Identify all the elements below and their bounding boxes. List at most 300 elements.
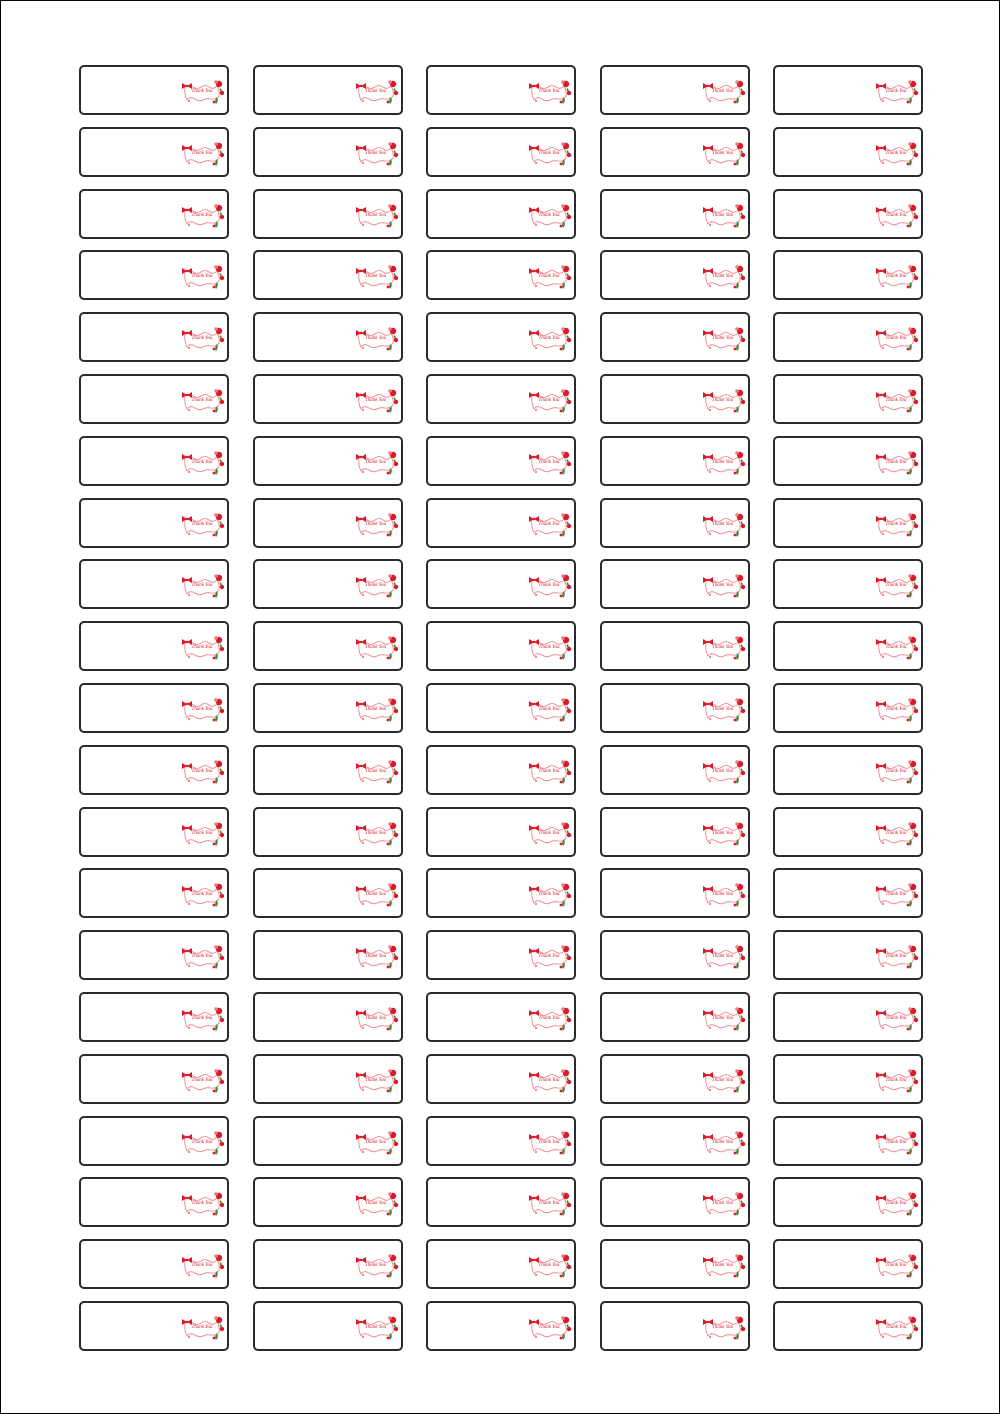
thank-you-text: Thank You	[191, 1324, 213, 1330]
label[interactable]	[426, 992, 576, 1042]
thank-you-text: Thank You	[885, 954, 907, 960]
thank-you-flower-icon	[875, 635, 919, 663]
label[interactable]	[773, 374, 923, 424]
thank-you-text: Thank You	[191, 1201, 213, 1207]
label[interactable]	[253, 868, 403, 918]
thank-you-flower-icon	[181, 326, 225, 354]
thank-you-flower-icon	[702, 512, 746, 540]
thank-you-flower-icon	[875, 450, 919, 478]
label[interactable]	[426, 1301, 576, 1351]
thank-you-flower-icon	[528, 573, 572, 601]
thank-you-text: Thank You	[364, 397, 387, 403]
thank-you-flower-icon	[702, 821, 746, 849]
label[interactable]	[426, 807, 576, 857]
thank-you-flower-icon	[875, 326, 919, 354]
thank-you-text: Thank You	[538, 1201, 560, 1207]
thank-you-flower-icon	[875, 388, 919, 416]
thank-you-flower-icon	[528, 1253, 572, 1281]
label[interactable]	[600, 312, 750, 362]
label[interactable]	[79, 683, 229, 733]
label[interactable]	[773, 745, 923, 795]
thank-you-flower-icon	[702, 635, 746, 663]
label[interactable]	[426, 683, 576, 733]
thank-you-flower-icon	[875, 203, 919, 231]
thank-you-flower-icon	[355, 759, 399, 787]
thank-you-flower-icon	[875, 944, 919, 972]
thank-you-flower-icon	[875, 1068, 919, 1096]
thank-you-flower-icon	[702, 388, 746, 416]
label[interactable]	[600, 1177, 750, 1227]
thank-you-flower-icon	[875, 821, 919, 849]
label[interactable]	[253, 498, 403, 548]
thank-you-flower-icon	[355, 1130, 399, 1158]
label[interactable]	[426, 312, 576, 362]
label[interactable]	[600, 374, 750, 424]
label[interactable]	[773, 312, 923, 362]
thank-you-text: Thank You	[538, 892, 560, 898]
label[interactable]	[600, 1239, 750, 1289]
thank-you-flower-icon	[355, 635, 399, 663]
thank-you-flower-icon	[181, 635, 225, 663]
thank-you-flower-icon	[702, 944, 746, 972]
label[interactable]	[253, 65, 403, 115]
thank-you-text: Thank You	[885, 521, 907, 527]
label[interactable]	[253, 436, 403, 486]
label[interactable]	[773, 127, 923, 177]
thank-you-text: Thank You	[364, 336, 387, 342]
thank-you-flower-icon	[875, 264, 919, 292]
label[interactable]	[600, 868, 750, 918]
thank-you-text: Thank You	[191, 1263, 213, 1269]
label[interactable]	[426, 745, 576, 795]
thank-you-flower-icon	[528, 1191, 572, 1219]
thank-you-text: Thank You	[885, 89, 907, 94]
thank-you-text: Thank You	[538, 521, 560, 527]
thank-you-flower-icon	[181, 1315, 225, 1343]
thank-you-flower-icon	[702, 1315, 746, 1343]
label[interactable]	[773, 1177, 923, 1227]
label[interactable]	[600, 930, 750, 980]
thank-you-flower-icon	[355, 450, 399, 478]
thank-you-text: Thank You	[364, 459, 387, 465]
thank-you-text: Thank You	[364, 645, 387, 651]
label[interactable]	[79, 1301, 229, 1351]
thank-you-text: Thank You	[711, 1139, 734, 1145]
thank-you-text: Thank You	[711, 89, 734, 94]
thank-you-flower-icon	[181, 450, 225, 478]
thank-you-text: Thank You	[364, 1077, 387, 1083]
label[interactable]	[426, 1054, 576, 1104]
thank-you-text: Thank You	[538, 706, 560, 712]
thank-you-text: Thank You	[538, 150, 560, 156]
label[interactable]	[79, 1054, 229, 1104]
label[interactable]	[253, 374, 403, 424]
label[interactable]	[600, 559, 750, 609]
thank-you-flower-icon	[702, 1068, 746, 1096]
thank-you-flower-icon	[875, 1191, 919, 1219]
thank-you-text: Thank You	[191, 1139, 213, 1145]
label[interactable]	[253, 127, 403, 177]
thank-you-text: Thank You	[885, 1015, 907, 1021]
label[interactable]	[253, 807, 403, 857]
thank-you-text: Thank You	[885, 706, 907, 712]
label[interactable]	[426, 436, 576, 486]
label[interactable]	[426, 498, 576, 548]
label[interactable]	[600, 65, 750, 115]
label[interactable]	[79, 1177, 229, 1227]
label[interactable]	[253, 1177, 403, 1227]
label[interactable]	[600, 498, 750, 548]
label[interactable]	[773, 683, 923, 733]
label[interactable]	[773, 992, 923, 1042]
thank-you-flower-icon	[355, 1006, 399, 1034]
thank-you-text: Thank You	[538, 645, 560, 651]
label[interactable]	[600, 1116, 750, 1166]
label[interactable]	[426, 65, 576, 115]
thank-you-text: Thank You	[885, 459, 907, 465]
thank-you-text: Thank You	[885, 830, 907, 836]
thank-you-text: Thank You	[885, 645, 907, 651]
label[interactable]	[253, 559, 403, 609]
thank-you-flower-icon	[528, 697, 572, 725]
thank-you-text: Thank You	[364, 212, 387, 218]
thank-you-text: Thank You	[191, 274, 213, 280]
thank-you-text: Thank You	[538, 830, 560, 836]
label[interactable]	[79, 436, 229, 486]
thank-you-flower-icon	[875, 1253, 919, 1281]
thank-you-text: Thank You	[711, 150, 734, 156]
thank-you-text: Thank You	[885, 397, 907, 403]
thank-you-flower-icon	[702, 1006, 746, 1034]
thank-you-text: Thank You	[191, 212, 213, 218]
thank-you-flower-icon	[181, 944, 225, 972]
thank-you-flower-icon	[875, 1130, 919, 1158]
thank-you-text: Thank You	[538, 1324, 560, 1330]
thank-you-text: Thank You	[711, 459, 734, 465]
label[interactable]	[79, 498, 229, 548]
label[interactable]	[253, 1054, 403, 1104]
thank-you-flower-icon	[181, 1130, 225, 1158]
thank-you-text: Thank You	[538, 397, 560, 403]
thank-you-text: Thank You	[538, 1077, 560, 1083]
thank-you-flower-icon	[528, 141, 572, 169]
label[interactable]	[426, 250, 576, 300]
thank-you-text: Thank You	[191, 459, 213, 465]
label[interactable]	[600, 745, 750, 795]
label[interactable]	[79, 930, 229, 980]
label[interactable]	[773, 807, 923, 857]
thank-you-text: Thank You	[711, 706, 734, 712]
thank-you-flower-icon	[528, 944, 572, 972]
label[interactable]	[79, 250, 229, 300]
thank-you-text: Thank You	[885, 1201, 907, 1207]
label[interactable]	[253, 930, 403, 980]
thank-you-flower-icon	[355, 512, 399, 540]
thank-you-flower-icon	[528, 326, 572, 354]
thank-you-text: Thank You	[711, 768, 734, 774]
thank-you-text: Thank You	[885, 212, 907, 218]
thank-you-text: Thank You	[885, 1139, 907, 1145]
thank-you-flower-icon	[875, 1315, 919, 1343]
thank-you-flower-icon	[528, 79, 572, 107]
thank-you-text: Thank You	[364, 768, 387, 774]
thank-you-flower-icon	[702, 697, 746, 725]
thank-you-flower-icon	[875, 697, 919, 725]
thank-you-text: Thank You	[364, 1263, 387, 1269]
thank-you-text: Thank You	[711, 397, 734, 403]
label[interactable]	[773, 498, 923, 548]
label[interactable]	[426, 559, 576, 609]
thank-you-text: Thank You	[364, 150, 387, 156]
thank-you-flower-icon	[181, 79, 225, 107]
label[interactable]	[773, 1054, 923, 1104]
thank-you-text: Thank You	[191, 830, 213, 836]
label[interactable]	[79, 127, 229, 177]
thank-you-flower-icon	[355, 1191, 399, 1219]
thank-you-flower-icon	[702, 203, 746, 231]
thank-you-text: Thank You	[364, 89, 387, 94]
thank-you-flower-icon	[528, 388, 572, 416]
thank-you-text: Thank You	[711, 1324, 734, 1330]
thank-you-text: Thank You	[191, 1015, 213, 1021]
thank-you-flower-icon	[355, 1253, 399, 1281]
thank-you-text: Thank You	[191, 706, 213, 712]
thank-you-flower-icon	[702, 1130, 746, 1158]
label[interactable]	[600, 683, 750, 733]
thank-you-flower-icon	[702, 450, 746, 478]
label[interactable]	[773, 559, 923, 609]
thank-you-flower-icon	[875, 141, 919, 169]
thank-you-text: Thank You	[885, 1077, 907, 1083]
thank-you-flower-icon	[528, 1315, 572, 1343]
label[interactable]	[79, 868, 229, 918]
label[interactable]	[600, 127, 750, 177]
label[interactable]	[773, 1239, 923, 1289]
thank-you-text: Thank You	[538, 336, 560, 342]
label[interactable]	[253, 189, 403, 239]
thank-you-text: Thank You	[711, 212, 734, 218]
thank-you-text: Thank You	[885, 1324, 907, 1330]
thank-you-text: Thank You	[711, 1201, 734, 1207]
label[interactable]	[600, 621, 750, 671]
label[interactable]	[79, 559, 229, 609]
label[interactable]	[79, 312, 229, 362]
label[interactable]	[253, 1116, 403, 1166]
thank-you-flower-icon	[181, 573, 225, 601]
thank-you-text: Thank You	[191, 150, 213, 156]
label[interactable]	[253, 992, 403, 1042]
label[interactable]	[773, 189, 923, 239]
thank-you-text: Thank You	[711, 645, 734, 651]
label[interactable]	[426, 868, 576, 918]
label[interactable]	[600, 992, 750, 1042]
thank-you-flower-icon	[528, 882, 572, 910]
thank-you-text: Thank You	[538, 1139, 560, 1145]
label[interactable]	[600, 1054, 750, 1104]
thank-you-flower-icon	[181, 512, 225, 540]
thank-you-flower-icon	[181, 141, 225, 169]
thank-you-text: Thank You	[885, 1263, 907, 1269]
thank-you-text: Thank You	[191, 397, 213, 403]
label[interactable]	[79, 189, 229, 239]
thank-you-text: Thank You	[538, 1015, 560, 1021]
thank-you-text: Thank You	[364, 1015, 387, 1021]
thank-you-text: Thank You	[711, 1263, 734, 1269]
label[interactable]	[253, 621, 403, 671]
label[interactable]	[426, 930, 576, 980]
thank-you-flower-icon	[875, 882, 919, 910]
label[interactable]	[253, 683, 403, 733]
thank-you-flower-icon	[528, 759, 572, 787]
label[interactable]	[426, 1116, 576, 1166]
thank-you-flower-icon	[528, 203, 572, 231]
thank-you-flower-icon	[355, 1315, 399, 1343]
thank-you-text: Thank You	[364, 1324, 387, 1330]
label[interactable]	[253, 250, 403, 300]
label[interactable]	[79, 992, 229, 1042]
thank-you-flower-icon	[181, 1191, 225, 1219]
thank-you-text: Thank You	[364, 954, 387, 960]
label[interactable]	[79, 621, 229, 671]
thank-you-text: Thank You	[364, 830, 387, 836]
thank-you-text: Thank You	[538, 89, 560, 94]
label[interactable]	[773, 930, 923, 980]
label[interactable]	[773, 1301, 923, 1351]
thank-you-flower-icon	[528, 635, 572, 663]
thank-you-flower-icon	[181, 203, 225, 231]
thank-you-flower-icon	[702, 573, 746, 601]
thank-you-text: Thank You	[191, 89, 213, 94]
label-grid	[79, 65, 923, 1351]
thank-you-text: Thank You	[711, 336, 734, 342]
label[interactable]	[773, 1116, 923, 1166]
label[interactable]	[600, 436, 750, 486]
thank-you-flower-icon	[355, 326, 399, 354]
thank-you-text: Thank You	[711, 892, 734, 898]
thank-you-text: Thank You	[191, 768, 213, 774]
thank-you-text: Thank You	[885, 336, 907, 342]
thank-you-flower-icon	[355, 203, 399, 231]
thank-you-flower-icon	[702, 326, 746, 354]
thank-you-flower-icon	[355, 882, 399, 910]
label[interactable]	[773, 436, 923, 486]
thank-you-text: Thank You	[191, 583, 213, 589]
thank-you-flower-icon	[875, 573, 919, 601]
label[interactable]	[79, 1116, 229, 1166]
thank-you-flower-icon	[355, 573, 399, 601]
thank-you-text: Thank You	[191, 521, 213, 527]
label[interactable]	[600, 1301, 750, 1351]
label[interactable]	[600, 250, 750, 300]
thank-you-text: Thank You	[364, 583, 387, 589]
label[interactable]	[79, 65, 229, 115]
thank-you-text: Thank You	[711, 830, 734, 836]
thank-you-flower-icon	[355, 697, 399, 725]
thank-you-text: Thank You	[364, 706, 387, 712]
thank-you-text: Thank You	[538, 954, 560, 960]
thank-you-text: Thank You	[711, 1015, 734, 1021]
label[interactable]	[79, 807, 229, 857]
label[interactable]	[426, 127, 576, 177]
thank-you-flower-icon	[875, 1006, 919, 1034]
thank-you-flower-icon	[181, 388, 225, 416]
label[interactable]	[426, 1177, 576, 1227]
thank-you-flower-icon	[702, 882, 746, 910]
thank-you-flower-icon	[181, 264, 225, 292]
label[interactable]	[600, 807, 750, 857]
thank-you-text: Thank You	[538, 583, 560, 589]
thank-you-text: Thank You	[364, 521, 387, 527]
thank-you-flower-icon	[355, 944, 399, 972]
thank-you-text: Thank You	[711, 583, 734, 589]
label[interactable]	[773, 868, 923, 918]
thank-you-flower-icon	[702, 1191, 746, 1219]
thank-you-text: Thank You	[538, 1263, 560, 1269]
label[interactable]	[426, 1239, 576, 1289]
label[interactable]	[600, 189, 750, 239]
thank-you-flower-icon	[528, 821, 572, 849]
label[interactable]	[79, 1239, 229, 1289]
thank-you-flower-icon	[528, 1006, 572, 1034]
label[interactable]	[253, 1239, 403, 1289]
label[interactable]	[79, 745, 229, 795]
thank-you-flower-icon	[355, 1068, 399, 1096]
thank-you-text: Thank You	[191, 1077, 213, 1083]
thank-you-flower-icon	[528, 1068, 572, 1096]
thank-you-flower-icon	[355, 79, 399, 107]
thank-you-flower-icon	[702, 79, 746, 107]
thank-you-text: Thank You	[885, 274, 907, 280]
label[interactable]	[773, 65, 923, 115]
thank-you-text: Thank You	[364, 892, 387, 898]
thank-you-text: Thank You	[191, 892, 213, 898]
thank-you-text: Thank You	[364, 274, 387, 280]
thank-you-text: Thank You	[711, 954, 734, 960]
label[interactable]	[253, 312, 403, 362]
thank-you-flower-icon	[181, 1068, 225, 1096]
thank-you-text: Thank You	[885, 768, 907, 774]
thank-you-text: Thank You	[711, 1077, 734, 1083]
thank-you-flower-icon	[528, 1130, 572, 1158]
thank-you-flower-icon	[355, 264, 399, 292]
thank-you-flower-icon	[355, 821, 399, 849]
thank-you-flower-icon	[702, 141, 746, 169]
thank-you-text: Thank You	[364, 1139, 387, 1145]
thank-you-text: Thank You	[538, 459, 560, 465]
thank-you-text: Thank You	[538, 212, 560, 218]
thank-you-flower-icon	[181, 1253, 225, 1281]
thank-you-flower-icon	[181, 697, 225, 725]
label[interactable]	[426, 374, 576, 424]
label[interactable]	[253, 745, 403, 795]
label[interactable]	[426, 621, 576, 671]
thank-you-flower-icon	[181, 821, 225, 849]
thank-you-flower-icon	[702, 1253, 746, 1281]
label[interactable]	[426, 189, 576, 239]
thank-you-flower-icon	[528, 264, 572, 292]
thank-you-flower-icon	[875, 759, 919, 787]
thank-you-flower-icon	[702, 759, 746, 787]
label[interactable]	[253, 1301, 403, 1351]
label[interactable]	[79, 374, 229, 424]
thank-you-text: Thank You	[191, 954, 213, 960]
thank-you-flower-icon	[181, 1006, 225, 1034]
thank-you-flower-icon	[181, 759, 225, 787]
thank-you-text: Thank You	[885, 150, 907, 156]
thank-you-text: Thank You	[711, 521, 734, 527]
label[interactable]	[773, 250, 923, 300]
label[interactable]	[773, 621, 923, 671]
